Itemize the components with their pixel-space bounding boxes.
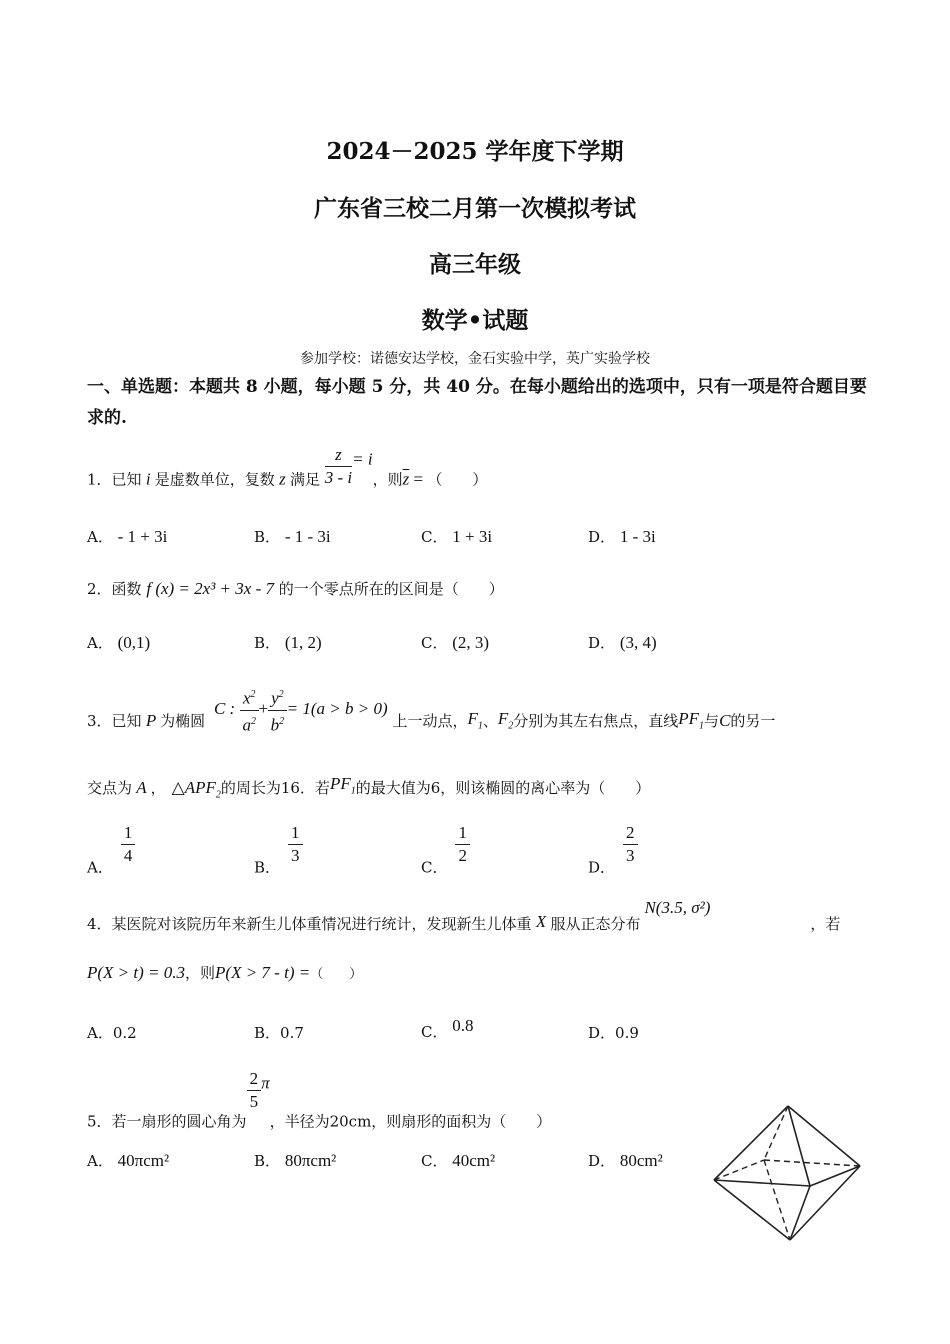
- q4-option-a: A．0.2: [87, 1024, 137, 1042]
- q1-fraction: $\frac{z}{3 - i}$: [324, 445, 353, 487]
- q2-option-a: A． (0,1): [87, 633, 151, 652]
- q4-option-d: D．0.9: [588, 1024, 639, 1042]
- q3-option-c: C． $\frac{1}{2}$: [421, 822, 470, 878]
- q3-option-b: B． $\frac{1}{3}$: [254, 822, 303, 878]
- participating-schools: 参加学校：诺德安达学校，金石实验中学，英广实验学校: [300, 351, 650, 367]
- q3-y-fraction: $\frac{y^2}{b^2}$: [268, 684, 287, 736]
- q1-option-a: A． - 1 + 3i: [87, 527, 168, 546]
- q5-option-b: B． 80πcm²: [254, 1151, 337, 1170]
- q5-number: 5．: [87, 1112, 112, 1131]
- q2-function: f (x) = 2x³ + 3x - 7: [146, 579, 274, 598]
- q3-x-fraction: $\frac{x^2}{a^2}$: [240, 684, 259, 736]
- question-3: 3．已知 P 为椭圆 C : $\frac{x^2}{a^2}$ + $\frac{y^2}{b^2}$ = 1(a > b > 0) 上一动点，$F_1$、$F_2$分别为其左右焦点，直线$PF_1$与C的另一: [87, 684, 775, 736]
- q4-option-c: C． 0.8: [421, 1016, 474, 1041]
- q5-option-c: C． 40cm²: [421, 1151, 496, 1170]
- q5-option-a: A． 40πcm²: [87, 1151, 170, 1170]
- q2-option-c: C． (2, 3): [421, 633, 490, 652]
- subject-title: 数学•试题: [421, 307, 529, 334]
- grade-title: 高三年级: [429, 251, 521, 278]
- q2-option-d: D． (3, 4): [588, 633, 657, 652]
- question-1: 1．已知 i 是虚数单位，复数 z 满足 $\frac{z}{3 - i}$ = i，则$\overline{z}$ = （ ）: [87, 445, 488, 489]
- q1-option-d: D． 1 - 3i: [588, 527, 656, 546]
- exam-title: 广东省三校二月第一次模拟考试: [314, 195, 636, 222]
- octahedron-figure: [706, 1100, 866, 1245]
- question-2: 2．函数 f (x) = 2x³ + 3x - 7 的一个零点所在的区间是（ ）: [87, 579, 504, 598]
- q4-distribution: N(3.5, σ²): [644, 898, 711, 917]
- section-heading: 一、单选题：本题共 8 小题，每小题 5 分，共 40 分。在每小题给出的选项中，只有一项是符合题目要求的.: [87, 377, 867, 428]
- q3-number: 3．: [87, 712, 112, 731]
- q3-option-d: D． $\frac{2}{3}$: [588, 822, 638, 878]
- q2-number: 2．: [87, 580, 112, 598]
- question-3-line-2: 交点为 A ， $\triangle APF_2$的周长为16．若$PF_1$的最大值为6，则该椭圆的离心率为（ ）: [87, 774, 651, 801]
- q3-option-a: A． $\frac{1}{4}$: [87, 822, 135, 878]
- q1-option-b: B． - 1 - 3i: [254, 527, 331, 546]
- question-5: 5．若一扇形的圆心角为 $\frac{2}{5}$ π，半径为20cm，则扇形的面积为（ ）: [87, 1069, 552, 1131]
- exam-year: 2024－2025 学年度下学期: [326, 138, 624, 165]
- q1-option-c: C． 1 + 3i: [421, 527, 493, 546]
- q4-option-b: B．0.7: [254, 1024, 304, 1042]
- q2-option-b: B． (1, 2): [254, 633, 322, 652]
- q4-number: 4．: [87, 915, 112, 933]
- question-4: 4．某医院对该院历年来新生儿体重情况进行统计，发现新生儿体重 X 服从正态分布N(3.5, σ²)，若: [87, 898, 841, 933]
- q1-number: 1．: [87, 470, 112, 489]
- q5-option-d: D． 80cm²: [588, 1151, 663, 1170]
- question-4-line-2: P(X > t) = 0.3，则P(X > 7 - t) =（ ）: [87, 963, 363, 982]
